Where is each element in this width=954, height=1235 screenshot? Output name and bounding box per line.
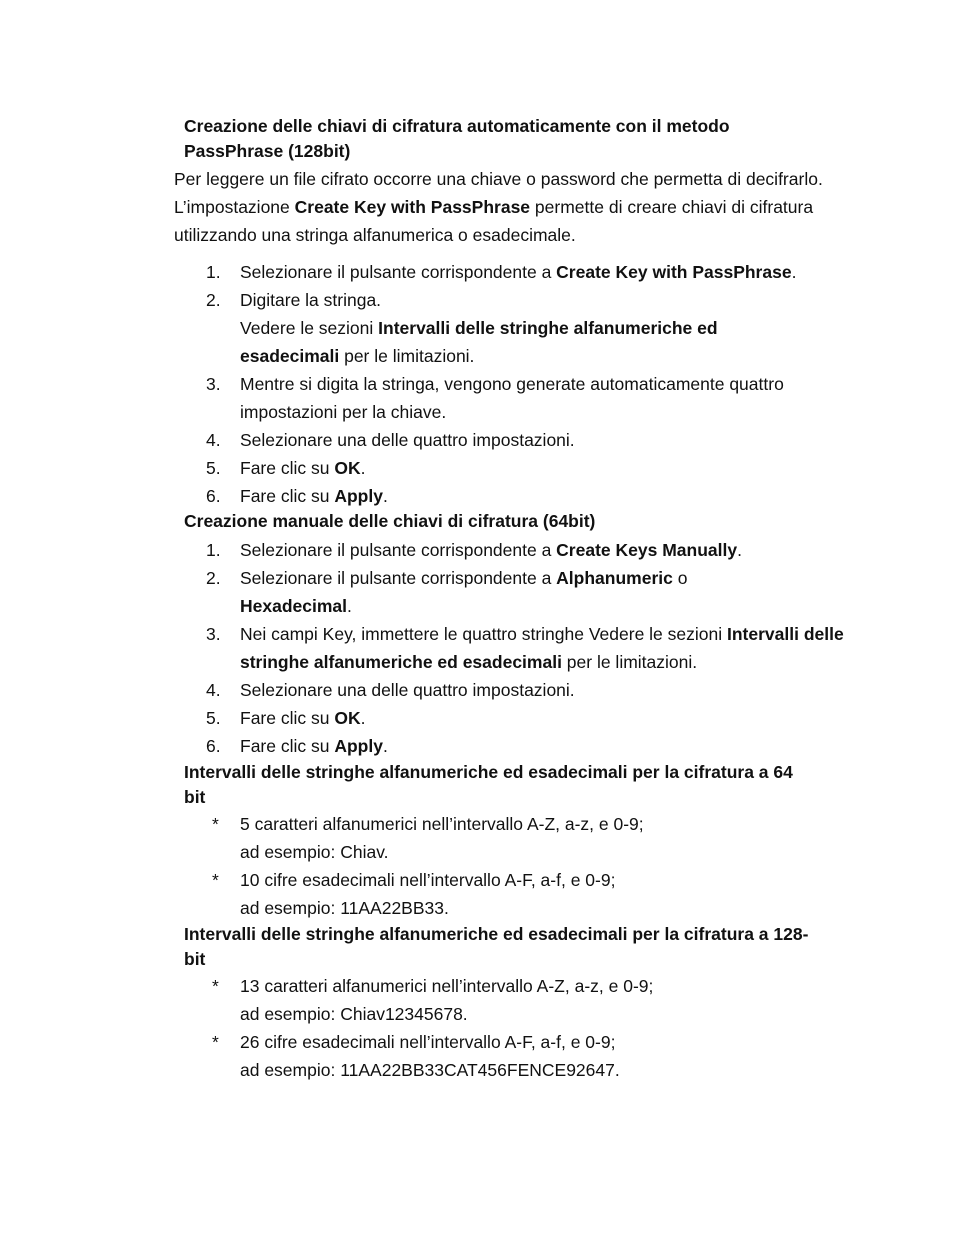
- item-text: Fare clic su: [240, 458, 335, 478]
- list-item: [206, 732, 866, 760]
- item-text: Mentre si digita la stringa, vengono generate automaticamente quattro impostazioni per la chiave.: [240, 374, 784, 422]
- intro-bold: Create Key with PassPhrase: [294, 197, 531, 217]
- bullet-marker: *: [212, 976, 219, 996]
- bullet-example: ad esempio: Chiav.: [240, 842, 389, 862]
- bullet-text: 5 caratteri alfanumerici nell’intervallo A-Z, a-z, e 0-9;: [240, 814, 644, 834]
- item-bold: Create Keys Manually: [556, 540, 738, 560]
- heading-line: bit: [184, 787, 206, 807]
- list-number: 1.: [206, 540, 221, 560]
- item-text: .: [791, 262, 797, 282]
- list-item: [206, 676, 866, 704]
- heading-line: PassPhrase (128bit): [184, 141, 351, 161]
- item-bold: Intervalli delle stringhe alfanumeriche ed esadecimali: [240, 318, 718, 366]
- item-text: Fare clic su: [240, 486, 335, 506]
- item-text: Fare clic su: [240, 736, 335, 756]
- bullet-text: 10 cifre esadecimali nell’intervallo A-F, a-f, e 0-9;: [240, 870, 616, 890]
- list-item: [206, 564, 766, 620]
- section-heading-128bit-ranges: [184, 922, 874, 972]
- item-text: Selezionare una delle quattro impostazioni.: [240, 430, 575, 450]
- item-bold: Alphanumeric: [556, 568, 673, 588]
- intro-paragraph: [174, 165, 824, 249]
- intro-text: Per leggere un file cifrato occorre una chiave o password che permetta di decifrarlo. L’impostazione: [174, 169, 823, 217]
- list-number: 5.: [206, 708, 221, 728]
- item-text: Selezionare il pulsante corrispondente a: [240, 262, 557, 282]
- section-heading-passphrase: [184, 114, 824, 164]
- item-text: Selezionare il pulsante corrispondente a: [240, 568, 557, 588]
- item-text: o: [672, 568, 688, 588]
- bullet-marker: *: [212, 870, 219, 890]
- list-item: [206, 370, 846, 426]
- bullet-example: ad esempio: Chiav12345678.: [240, 1004, 468, 1024]
- heading-line: Intervalli delle stringhe alfanumeriche ed esadecimali per la cifratura a 128-: [184, 924, 809, 944]
- list-number: 6.: [206, 486, 221, 506]
- list-number: 4.: [206, 680, 221, 700]
- heading-line: bit: [184, 949, 206, 969]
- list-item: [206, 426, 866, 454]
- bullet-example: ad esempio: 11AA22BB33.: [240, 898, 449, 918]
- list-item: [206, 258, 866, 286]
- item-bold: Intervalli delle stringhe alfanumeriche ed esadecimali: [240, 624, 844, 672]
- intro-text: permette di creare chiavi di cifratura utilizzando una stringa alfanumerica o esadecimale.: [174, 197, 814, 245]
- list-item: [206, 454, 866, 482]
- list-item: [206, 482, 866, 510]
- item-text: .: [360, 708, 366, 728]
- item-bold: Create Key with PassPhrase: [556, 262, 792, 282]
- list-number: 3.: [206, 374, 221, 394]
- list-number: 5.: [206, 458, 221, 478]
- item-text: .: [347, 596, 352, 616]
- section-heading-manual: Creazione manuale delle chiavi di cifratura (64bit): [184, 511, 596, 531]
- item-bold: Apply: [334, 486, 383, 506]
- item-text: Fare clic su: [240, 708, 335, 728]
- item-text: Selezionare una delle quattro impostazioni.: [240, 680, 575, 700]
- section-heading-64bit-ranges: [184, 760, 864, 810]
- bullet-marker: *: [212, 1032, 219, 1052]
- item-text: .: [382, 486, 388, 506]
- item-text: Selezionare il pulsante corrispondente a: [240, 540, 557, 560]
- item-bold: Hexadecimal: [240, 596, 348, 616]
- list-item: [206, 536, 866, 564]
- item-text: Digitare la stringa.: [240, 290, 382, 310]
- item-bold: Apply: [334, 736, 383, 756]
- list-number: 2.: [206, 568, 221, 588]
- item-bold: OK: [334, 458, 361, 478]
- list-item: [206, 286, 766, 370]
- item-text: per le limitazioni.: [561, 652, 698, 672]
- item-text: Vedere le sezioni: [240, 318, 379, 338]
- list-number: 1.: [206, 262, 221, 282]
- bullet-example: ad esempio: 11AA22BB33CAT456FENCE92647.: [240, 1060, 620, 1080]
- heading-line: Creazione delle chiavi di cifratura automaticamente con il metodo: [184, 116, 730, 136]
- item-text: .: [737, 540, 742, 560]
- list-number: 3.: [206, 624, 221, 644]
- list-number: 4.: [206, 430, 221, 450]
- list-item: [206, 704, 866, 732]
- item-text: .: [360, 458, 366, 478]
- item-text: .: [382, 736, 388, 756]
- item-bold: OK: [334, 708, 361, 728]
- list-number: 2.: [206, 290, 221, 310]
- heading-line: Intervalli delle stringhe alfanumeriche ed esadecimali per la cifratura a 64: [184, 762, 793, 782]
- list-item: [206, 620, 876, 676]
- item-text: per le limitazioni.: [339, 346, 475, 366]
- bullet-text: 13 caratteri alfanumerici nell’intervallo A-Z, a-z, e 0-9;: [240, 976, 654, 996]
- item-text: Nei campi Key, immettere le quattro stringhe Vedere le sezioni: [240, 624, 727, 644]
- bullet-marker: *: [212, 814, 219, 834]
- bullet-text: 26 cifre esadecimali nell’intervallo A-F, a-f, e 0-9;: [240, 1032, 616, 1052]
- list-number: 6.: [206, 736, 221, 756]
